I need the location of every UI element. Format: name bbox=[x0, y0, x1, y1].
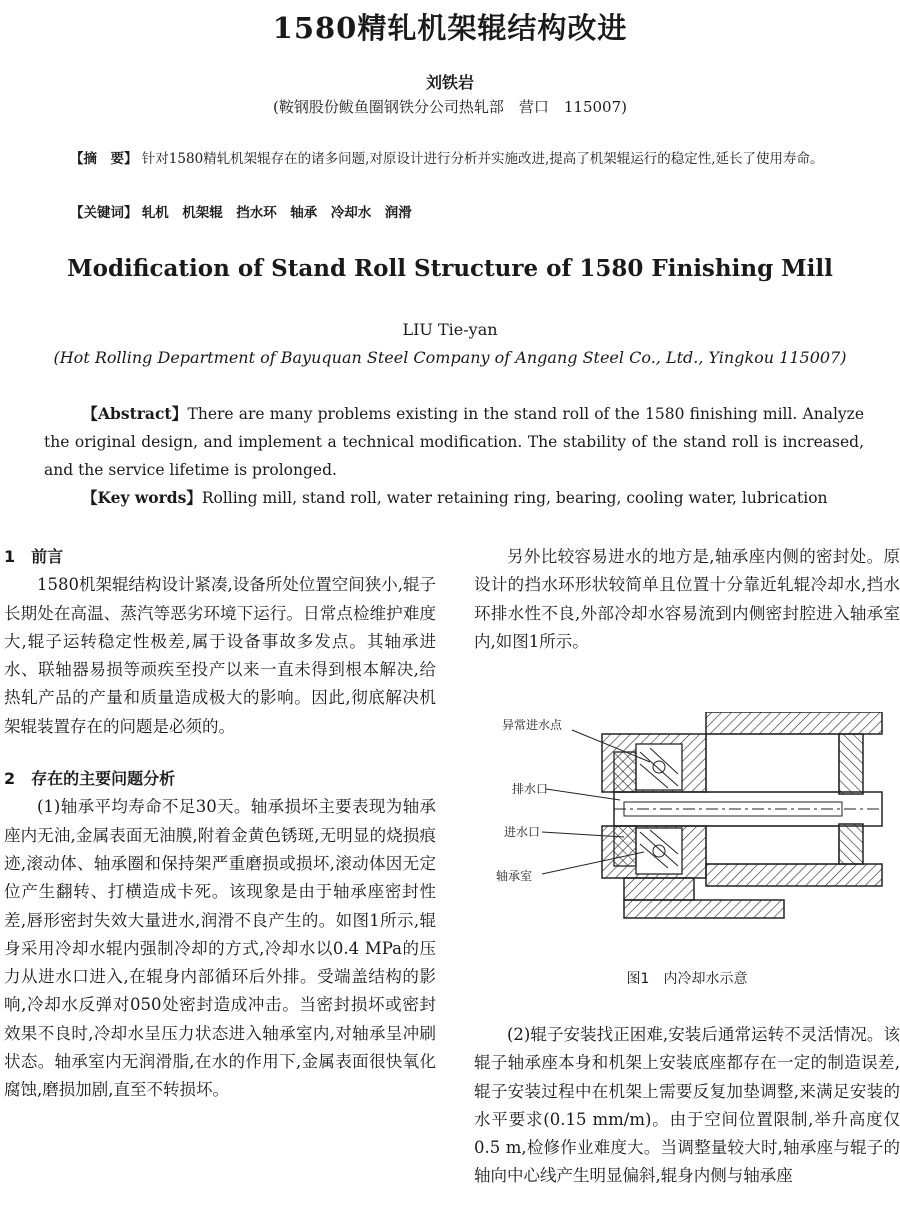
abstract-label-cn: 【摘 要】 bbox=[70, 151, 138, 167]
figure-caption: 图1 内冷却水示意 bbox=[626, 971, 748, 987]
abstract-cn bbox=[44, 146, 864, 173]
section-heading-problems: 2 存在的主要问题分析 bbox=[4, 769, 176, 789]
section-heading-introduction: 1 前言 bbox=[4, 547, 64, 566]
figure-label-drain: 排水口 bbox=[512, 782, 549, 796]
left-column bbox=[4, 543, 436, 1105]
figure-1 bbox=[474, 712, 900, 952]
abstract-label-en: 【Abstract】 bbox=[82, 404, 188, 423]
abstract-en bbox=[44, 400, 864, 484]
keywords-text-cn: 轧机 机架辊 挡水环 轴承 冷却水 润滑 bbox=[141, 205, 412, 221]
right-column-top bbox=[474, 543, 900, 656]
paper-title-cn: 1580精轧机架辊结构改进 bbox=[272, 11, 628, 45]
right-column-bottom bbox=[474, 1021, 900, 1191]
paragraph-bearing-life: (1)轴承平均寿命不足30天。轴承损坏主要表现为轴承座内无油,金属表面无油膜,附着金黄色锈斑,无明显的烧损痕迹,滚动体、轴承圈和保持架严重磨损或损坏,滚动体因无定位产生翻转、打横造成卡死。该现象是由于轴承座密封性差,唇形密封失效大量进水,润滑不良产生的。如图1所示,辊身采用冷却水辊内强制冷却的方式,冷却水以0.4 MPa的压力从进水口进入,在辊身内部循环后外排。受端盖结构的影响,冷却水反弹对050处密封造成冲击。当密封损坏或密封效果不良时,冷却水呈压力状态进入轴承室内,对轴承呈冲刷状态。轴承室内无润滑脂,在水的作用下,金属表面很快氧化腐蚀,磨损加剧,直至不转损坏。 bbox=[4, 797, 436, 1100]
keywords-en bbox=[44, 484, 864, 512]
paragraph-installation: (2)辊子安装找正困难,安装后通常运转不灵活情况。该辊子轴承座本身和机架上安装底座都存在一定的制造误差,辊子安装过程中在机架上需要反复加垫调整,来满足安装的水平要求(0.15 mm/m)。由于空间位置限制,举升高度仅0.5 m,检修作业难度大。当调整量较大时,轴承座与辊子的轴向中心线产生明显偏斜,辊身内侧与轴承座 bbox=[474, 1025, 900, 1186]
paper-title-en: Modification of Stand Roll Structure of 1580 Finishing Mill bbox=[67, 255, 833, 282]
abstract-text-cn: 针对1580精轧机架辊存在的诸多问题,对原设计进行分析并实施改进,提高了机架辊运行的稳定性,延长了使用寿命。 bbox=[141, 151, 824, 167]
figure-label-abnormal-inlet: 异常进水点 bbox=[502, 718, 563, 732]
affiliation-cn: (鞍钢股份鲅鱼圈钢铁分公司热轧部 营口 115007) bbox=[273, 98, 627, 116]
paragraph-introduction: 1580机架辊结构设计紧凑,设备所处位置空间狭小,辊子长期处在高温、蒸汽等恶劣环境下运行。日常点检维护难度大,辊子运转稳定性极差,属于设备事故多发点。其轴承进水、联轴器易损等顽疾至投产以来一直未得到根本解决,给热轧产品的产量和质量造成极大的影响。因此,彻底解决机架辊装置存在的问题是必须的。 bbox=[4, 575, 436, 736]
figure-label-inlet: 进水口 bbox=[504, 825, 541, 839]
affiliation-en: (Hot Rolling Department of Bayuquan Steel Company of Angang Steel Co., Ltd., Yingkou 115007) bbox=[53, 348, 847, 367]
keywords-cn bbox=[44, 200, 864, 227]
keywords-label-cn: 【关键词】 bbox=[70, 205, 138, 221]
author-name-en: LIU Tie-yan bbox=[402, 320, 498, 339]
figure-label-bearing-chamber: 轴承室 bbox=[496, 869, 533, 883]
author-name-cn: 刘铁岩 bbox=[425, 73, 474, 92]
keywords-label-en: 【Key words】 bbox=[82, 488, 202, 507]
paragraph-seal-water: 另外比较容易进水的地方是,轴承座内侧的密封处。原设计的挡水环形状较简单且位置十分靠近轧辊冷却水,挡水环排水性不良,外部冷却水容易流到内侧密封腔进入轴承室内,如图1所示。 bbox=[474, 547, 900, 651]
abstract-text-en: There are many problems existing in the stand roll of the 1580 finishing mill. Analyze the original design, and implement a technical modification. The stability of the stand roll is increased, and the service lifetime is prolonged. bbox=[44, 405, 865, 479]
keywords-text-en: Rolling mill, stand roll, water retaining ring, bearing, cooling water, lubrication bbox=[201, 489, 828, 507]
